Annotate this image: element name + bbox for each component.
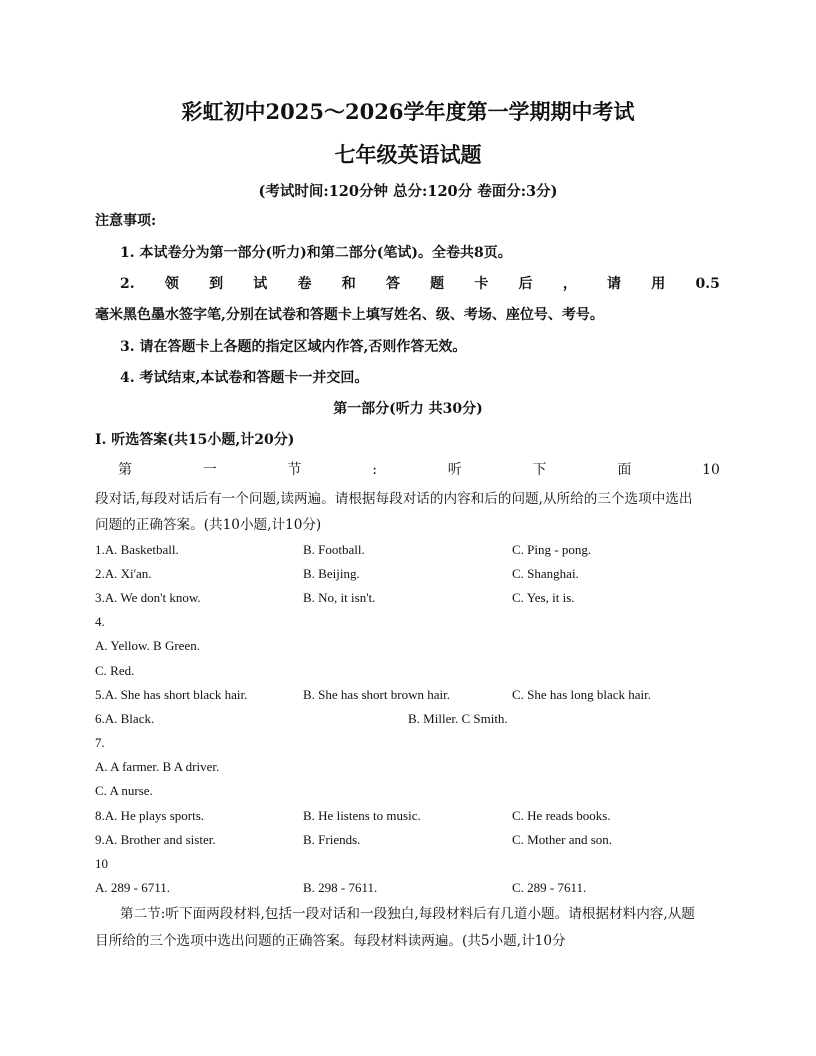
q10-option-a: A. 289 - 6711. bbox=[95, 880, 170, 895]
spread-char: 10 bbox=[702, 462, 720, 478]
spread-char: 到 bbox=[209, 276, 224, 292]
q2-option-c: C. Shanghai. bbox=[512, 566, 579, 581]
q7-options-ab: A. A farmer. B A driver. bbox=[95, 759, 220, 774]
section1-intro-line1 bbox=[118, 461, 720, 479]
notice-item-3: 3. 请在答题卡上各题的指定区域内作答,否则作答无效。 bbox=[120, 339, 467, 355]
section2-intro-line1: 第二节:听下面两段材料,包括一段对话和一段独白,每段材料后有几道小题。请根据材料内容,从题 bbox=[120, 906, 695, 922]
spread-char: 和 bbox=[341, 276, 356, 292]
q7-number: 7. bbox=[95, 735, 105, 750]
q5-option-c: C. She has long black hair. bbox=[512, 687, 652, 702]
q6-option-a: 6.A. Black. bbox=[95, 711, 155, 726]
spread-char: 听 bbox=[447, 462, 462, 478]
q8-option-c: C. He reads books. bbox=[512, 808, 611, 823]
notice-item-4: 4. 考试结束,本试卷和答题卡一并交回。 bbox=[120, 370, 369, 386]
exam-subtitle: 七年级英语试题 bbox=[334, 142, 482, 167]
q9-option-b: B. Friends. bbox=[303, 832, 361, 847]
notice-heading: 注意事项: bbox=[95, 213, 157, 229]
q10-option-b: B. 298 - 7611. bbox=[303, 880, 378, 895]
spread-char: 下 bbox=[532, 462, 547, 478]
q4-options-ab: A. Yellow. B Green. bbox=[95, 638, 200, 653]
q1-option-a: 1.A. Basketball. bbox=[95, 542, 179, 557]
spread-char: 用 bbox=[651, 276, 666, 292]
spread-char: 面 bbox=[617, 462, 632, 478]
spread-char: 卷 bbox=[297, 276, 312, 292]
q10-option-c: C. 289 - 7611. bbox=[512, 880, 587, 895]
spread-char: 试 bbox=[253, 276, 268, 292]
spread-char: 一 bbox=[202, 462, 217, 478]
section1-intro-line3: 问题的正确答案。(共10小题,计10分) bbox=[95, 517, 322, 533]
notice-item-2-line2: 毫米黑色墨水签字笔,分别在试卷和答题卡上填写姓名、级、考场、座位号、考号。 bbox=[95, 307, 604, 323]
spread-char: 请 bbox=[607, 276, 622, 292]
spread-char: 2. bbox=[120, 276, 135, 292]
section1-intro-line2: 段对话,每段对话后有一个问题,读两遍。请根据每段对话的内容和后的问题,从所给的三个选项中选出 bbox=[95, 491, 693, 507]
spread-char: 节 bbox=[287, 462, 302, 478]
q6-options-bc: B. Miller. C Smith. bbox=[408, 711, 508, 726]
q5-option-b: B. She has short brown hair. bbox=[303, 687, 450, 702]
section2-intro-line2: 目所给的三个选项中选出问题的正确答案。每段材料读两遍。(共5小题,计10分 bbox=[95, 933, 566, 949]
q3-option-a: 3.A. We don't know. bbox=[95, 590, 201, 605]
spread-char: 题 bbox=[430, 276, 445, 292]
q2-option-b: B. Beijing. bbox=[303, 566, 360, 581]
part1-heading: 第一部分(听力 共30分) bbox=[333, 401, 483, 417]
q8-option-a: 8.A. He plays sports. bbox=[95, 808, 205, 823]
exam-info: (考试时间:120分钟 总分:120分 卷面分:3分) bbox=[258, 183, 558, 200]
spread-char: 第 bbox=[118, 462, 132, 478]
spread-char: 0.5 bbox=[695, 276, 720, 292]
notice-item-1: 1. 本试卷分为第一部分(听力)和第二部分(笔试)。全卷共8页。 bbox=[120, 245, 512, 261]
q1-option-b: B. Football. bbox=[303, 542, 365, 557]
q2-option-a: 2.A. Xi'an. bbox=[95, 566, 152, 581]
spread-char: : bbox=[372, 462, 378, 478]
spread-char: 领 bbox=[164, 276, 179, 292]
exam-title: 彩虹初中2025～2026学年度第一学期期中考试 bbox=[181, 99, 635, 124]
q9-option-c: C. Mother and son. bbox=[512, 832, 613, 847]
q8-option-b: B. He listens to music. bbox=[303, 808, 421, 823]
q1-option-c: C. Ping - pong. bbox=[512, 542, 592, 557]
q3-option-b: B. No, it isn't. bbox=[303, 590, 376, 605]
q10-number: 10 bbox=[95, 856, 108, 871]
q4-option-c: C. Red. bbox=[95, 663, 135, 678]
q3-option-c: C. Yes, it is. bbox=[512, 590, 575, 605]
spread-char: 答 bbox=[385, 276, 400, 292]
section1-title: Ⅰ. 听选答案(共15小题,计20分) bbox=[95, 432, 295, 448]
spread-char: 后 bbox=[518, 276, 533, 292]
spread-char: ， bbox=[562, 276, 577, 292]
spread-char: 卡 bbox=[474, 276, 489, 292]
q7-option-c: C. A nurse. bbox=[95, 783, 153, 798]
q5-option-a: 5.A. She has short black hair. bbox=[95, 687, 248, 702]
q9-option-a: 9.A. Brother and sister. bbox=[95, 832, 216, 847]
notice-item-2-line1 bbox=[120, 275, 720, 293]
q4-number: 4. bbox=[95, 614, 105, 629]
